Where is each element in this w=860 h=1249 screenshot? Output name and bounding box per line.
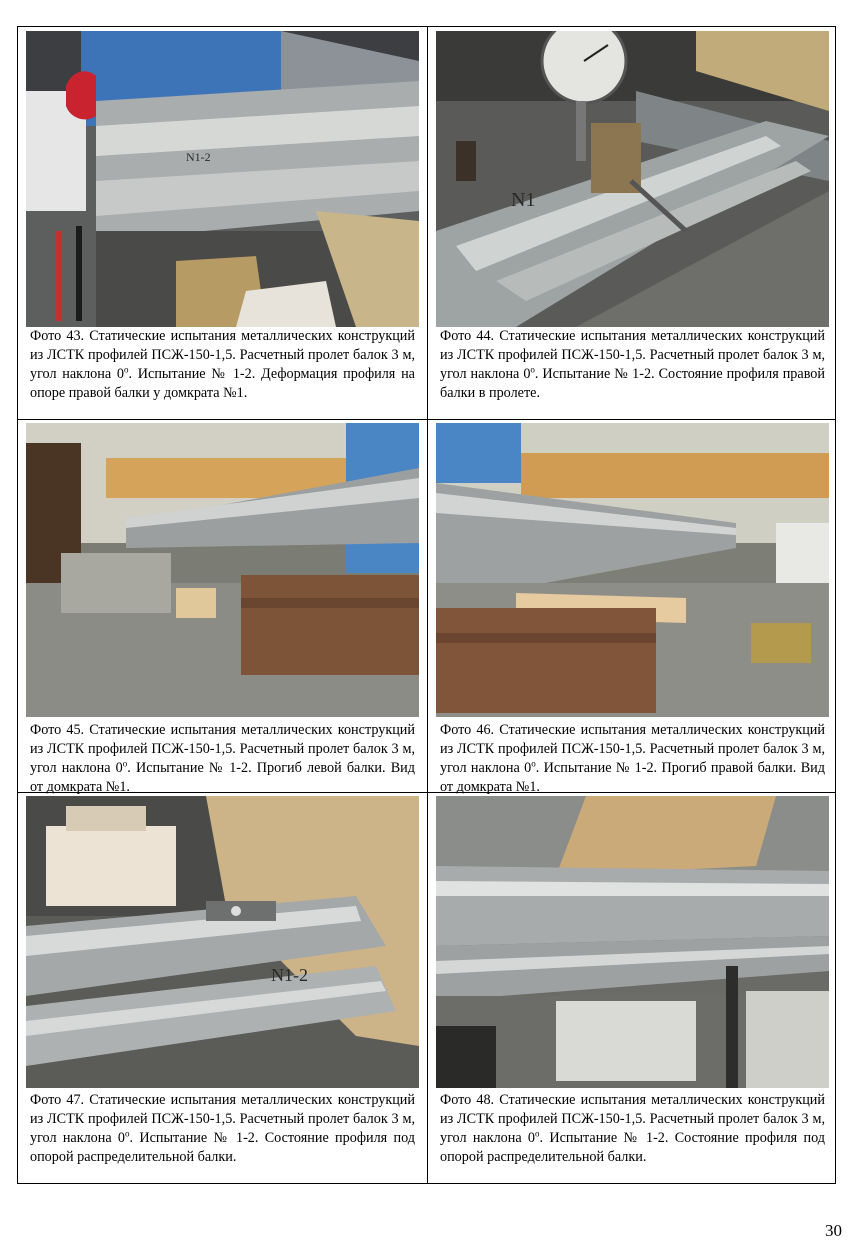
photo-45 (26, 423, 419, 717)
caption-45: Фото 45. Статические испытания металлических конструкций из ЛСТК профилей ПСЖ-150-1,5. Расчетный пролет балок 3 м, угол наклона $0^о$. Испытание № 1-2. Прогиб левой балки. Вид от домкрата №1. (30, 722, 415, 795)
marker-label: N1-2 (186, 150, 211, 164)
caption-47: Фото 47. Статические испытания металлических конструкций из ЛСТК профилей ПСЖ-150-1,5. Расчетный пролет балок 3 м, угол наклона $0^о$. Испытание № 1-2. Состояние профиля под опорой распределительной балки. (30, 1092, 415, 1165)
photo-44 (436, 31, 829, 327)
photo-43 (26, 31, 419, 327)
marker-label: N1 (511, 189, 536, 211)
photo-table (17, 26, 836, 1184)
photo-46 (436, 423, 829, 717)
caption-48: Фото 48. Статические испытания металлических конструкций из ЛСТК профилей ПСЖ-150-1,5. Расчетный пролет балок 3 м, угол наклона $0^о$. Испытание № 1-2. Состояние профиля под опорой распределительной балки. (440, 1092, 825, 1165)
row-divider (18, 419, 835, 420)
column-divider (427, 27, 428, 1183)
photo-47 (26, 796, 419, 1088)
marker-label: N1-2 (271, 965, 308, 985)
caption-43: Фото 43. Статические испытания металлических конструкций из ЛСТК профилей ПСЖ-150-1,5. Расчетный пролет балок 3 м, угол наклона $0^о$. Испытание № 1-2. Деформация профиля на опоре правой балки у домкрата №1. (30, 328, 415, 401)
caption-44: Фото 44. Статические испытания металлических конструкций из ЛСТК профилей ПСЖ-150-1,5. Расчетный пролет балок 3 м, угол наклона $0^о$. Испытание № 1-2. Состояние профиля правой балки в пролете. (440, 328, 825, 401)
page-number: 30 (825, 1221, 842, 1240)
caption-46: Фото 46. Статические испытания металлических конструкций из ЛСТК профилей ПСЖ-150-1,5. Расчетный пролет балок 3 м, угол наклона $0^о$. Испытание № 1-2. Прогиб правой балки. Вид от домкрата №1. (440, 722, 825, 795)
photo-48 (436, 796, 829, 1088)
